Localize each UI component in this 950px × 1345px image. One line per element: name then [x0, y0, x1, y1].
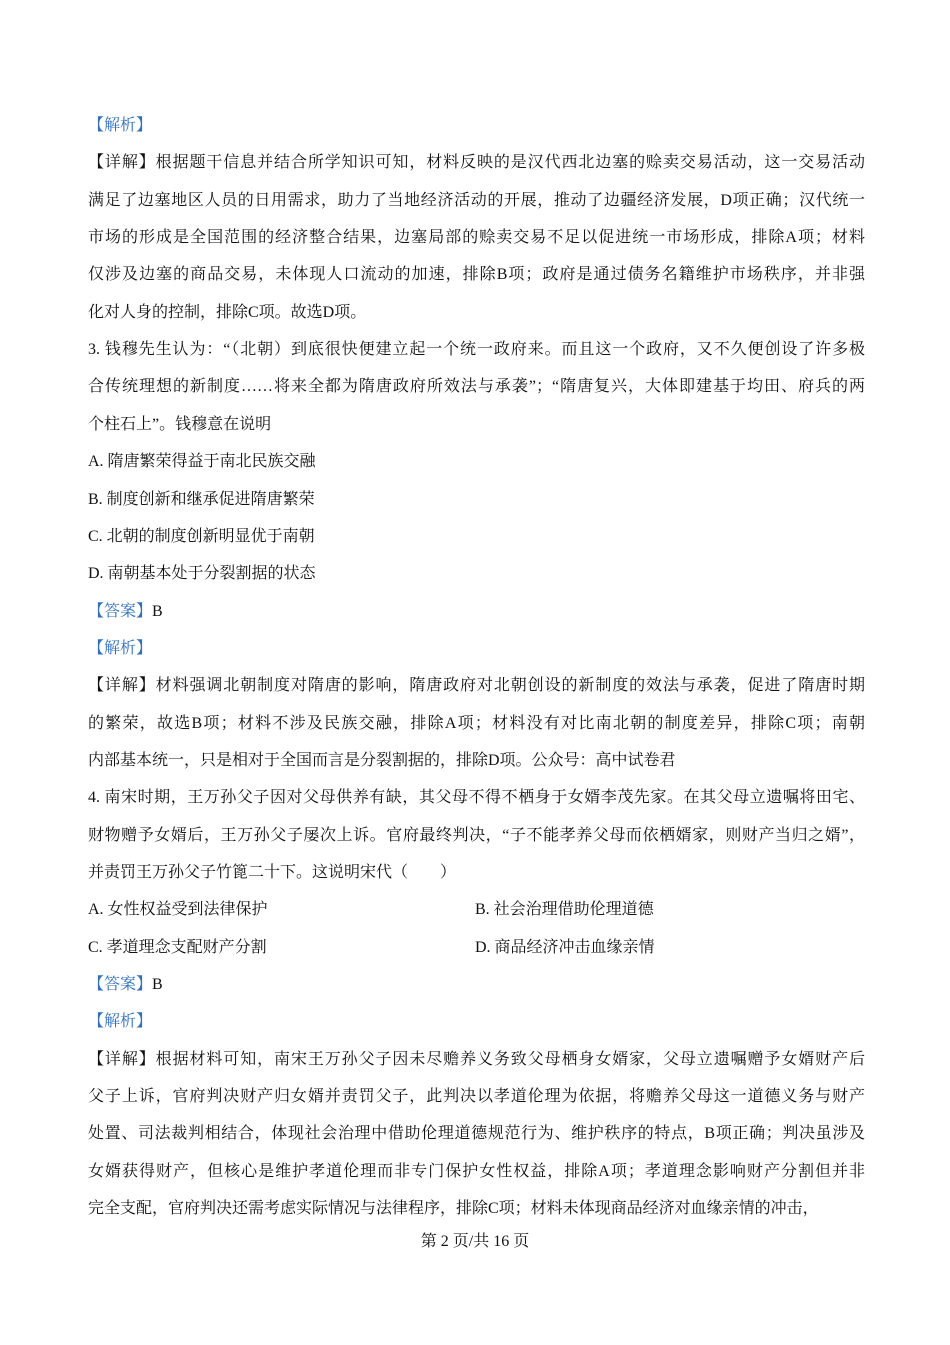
text-line: 【详解】根据题干信息并结合所学知识可知，材料反映的是汉代西北边塞的赊卖交易活动，这一交易活动: [88, 154, 865, 172]
text-line: 合传统理想的新制度……将来全都为隋唐政府所效法与承袭”；“隋唐复兴，大体即建基于均田、府兵的两: [88, 378, 865, 396]
answer-line: [88, 601, 163, 623]
answer-option: B. 制度创新和继承促进隋唐繁荣: [88, 490, 315, 508]
answer-value: B: [152, 976, 163, 994]
text-line: 个柱石上”。钱穆意在说明: [88, 415, 272, 433]
detail-tag: 【详解】: [88, 677, 156, 695]
answer-tag: 【答案】: [88, 976, 153, 994]
answer-value: B: [152, 602, 163, 620]
text-line: 财物赠予女婿后，王万孙父子屡次上诉。官府最终判决，“子不能孝养父母而依栖婿家，则财产当归之婿”，: [88, 826, 865, 844]
answer-option: C. 北朝的制度创新明显优于南朝: [88, 527, 315, 545]
text-line: 3. 钱穆先生认为：“（北朝）到底很快便建立起一个统一政府来。而且这一个政府，又不久便创设了许多极: [88, 341, 865, 359]
answer-option: D. 商品经济冲击血缘亲情: [475, 938, 655, 956]
text-line: 父子上诉，官府判决财产归女婿并责罚父子，此判决以孝道伦理为依据，将赡养父母这一道德义务与财产: [88, 1088, 865, 1106]
page-footer: 第 2 页/共 16 页: [420, 1233, 530, 1250]
detail-tag: 【详解】: [88, 1050, 156, 1068]
text-line: 处置、司法裁判相结合，体现社会治理中借助伦理道德规范行为、维护秩序的特点，B项正确；判决虽涉及: [88, 1125, 865, 1143]
answer-option: A. 隋唐繁荣得益于南北民族交融: [88, 453, 316, 471]
section-tag: 【解析】: [88, 639, 153, 657]
answer-option: D. 南朝基本处于分裂割据的状态: [88, 565, 316, 583]
text-line: 仅涉及边塞的商品交易，未体现人口流动的加速，排除B项；政府是通过债务名籍维护市场秩序，并非强: [88, 266, 865, 284]
detail-tag: 【详解】: [88, 154, 156, 172]
text-line: 【详解】材料强调北朝制度对隋唐的影响，隋唐政府对北朝创设的新制度的效法与承袭，促进了隋唐时期: [88, 677, 865, 695]
text-line: 满足了边塞地区人员的日用需求，助力了当地经济活动的开展，推动了边疆经济发展，D项正确；汉代统一: [88, 191, 865, 209]
answer-option: C. 孝道理念支配财产分割: [88, 938, 267, 956]
text-line: 4. 南宋时期，王万孙父子因对父母供养有缺，其父母不得不栖身于女婿李茂先家。在其父母立遗嘱将田宅、: [88, 789, 865, 807]
text-line: 内部基本统一，只是相对于全国而言是分裂割据的，排除D项。公众号：高中试卷君: [88, 751, 676, 769]
answer-option: A. 女性权益受到法律保护: [88, 901, 268, 919]
text-line: 女婿获得财产，但核心是维护孝道伦理而非专门保护女性权益，排除A项；孝道理念影响财产分割但并非: [88, 1162, 865, 1180]
answer-line: [88, 974, 163, 996]
text-line: 【详解】根据材料可知，南宋王万孙父子因未尽赡养义务致父母栖身女婿家，父母立遗嘱赠予女婿财产后: [88, 1050, 865, 1068]
section-tag: 【解析】: [88, 1013, 153, 1031]
text-line: 并责罚王万孙父子竹篦二十下。这说明宋代（ ）: [88, 864, 457, 881]
text-line: 市场的形成是全国范围的经济整合结果，边塞局部的赊卖交易不足以促进统一市场形成，排除A项；材料: [88, 229, 865, 247]
section-tag: 【解析】: [88, 117, 153, 134]
answer-option: B. 社会治理借助伦理道德: [475, 901, 654, 919]
text-line: 化对人身的控制，排除C项。故选D项。: [88, 303, 367, 321]
answer-tag: 【答案】: [88, 602, 153, 620]
text-line: 的繁荣，故选B项；材料不涉及民族交融，排除A项；材料没有对比南北朝的制度差异，排除C项；南朝: [88, 714, 865, 732]
text-line: 完全支配，官府判决还需考虑实际情况与法律程序，排除C项；材料未体现商品经济对血缘亲情的冲击，: [88, 1200, 819, 1218]
